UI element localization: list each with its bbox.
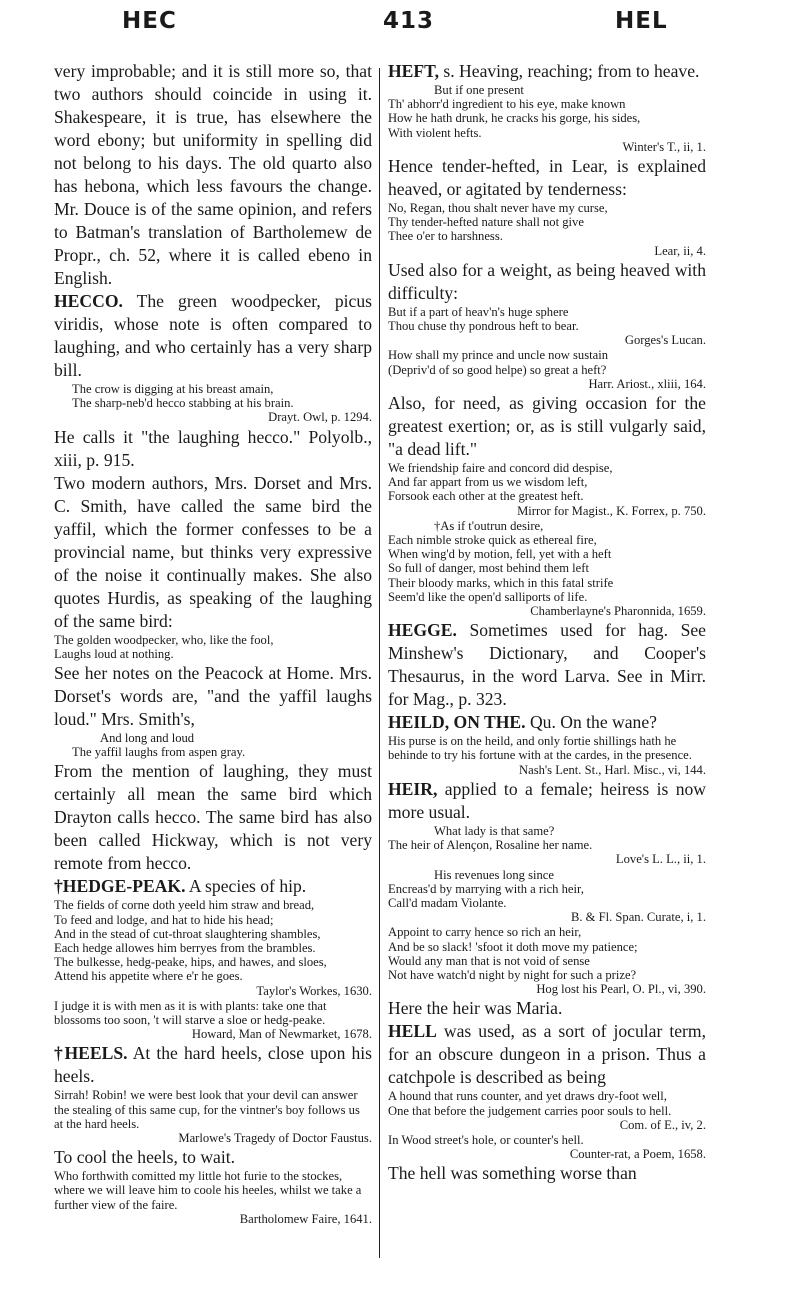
citation: Love's L. L., ii, 1. <box>615 852 706 867</box>
paragraph: To cool the heels, to wait. <box>54 1147 236 1168</box>
quotation: We friendship faire and concord did despise, And far appart from us we wisdom left, Forsook each other at the greatest heft. Mirror for Magist., K. Forrex, p. 750. <box>388 461 706 518</box>
entry-hedge-peak: †HEDGE-PEAK. A species of hip. <box>54 876 307 897</box>
quotation: Who forthwith comitted my little hot furie to the stockes, where we will leave him to coole his heeles, whilst we take a further view of the faire. Bartholomew Faire, 1641. <box>54 1169 372 1226</box>
citation: Marlowe's Tragedy of Doctor Faustus. <box>178 1131 372 1146</box>
headword: HEILD, ON THE. <box>388 712 526 733</box>
headword: HECCO. <box>54 291 123 311</box>
quotation: Sirrah! Robin! we were best look that your devil can answer the stealing of this same cup, for the vintner's boy follows us at the hard heels. Marlowe's Tragedy of Doctor Faustus. <box>54 1088 372 1146</box>
paragraph: Also, for need, as giving occasion for the greatest exertion; or, as is still vulgarly said, "a dead lift." <box>388 393 706 460</box>
quotation: A hound that runs counter, and yet draws dry-foot well, One that before the judgement carries poor souls to hell. Com. of E., iv, 2. <box>388 1089 706 1132</box>
quotation: No, Regan, thou shalt never have my curse, Thy tender-hefted nature shall not give Thee o'er to harshness. Lear, ii, 4. <box>388 201 706 258</box>
header-right-guide-word: HEL <box>615 8 668 34</box>
citation: Chamberlayne's Pharonnida, 1659. <box>530 604 706 619</box>
quotation: I judge it is with men as it is with plants: take one that blossoms too soon, 't will starve a sloe or hedg-peake. Howard, Man of Newmarket, 1678. <box>54 998 372 1042</box>
quotation: But if a part of heav'n's huge sphere Thou chuse thy pondrous heft to bear. Gorges's Lucan. <box>388 304 706 348</box>
entry-hecco: HECCO. The green woodpecker, picus viridis, whose note is often compared to laughing, and who certainly has a very sharp bill. <box>54 291 372 380</box>
entry-heels: †HEELS. At the hard heels, close upon his heels. <box>54 1043 372 1087</box>
citation: Nash's Lent. St., Harl. Misc., vi, 144. <box>519 762 706 777</box>
citation: Winter's T., ii, 1. <box>622 139 706 154</box>
quotation: In Wood street's hole, or counter's hell. Counter-rat, a Poem, 1658. <box>388 1132 706 1162</box>
citation: Harr. Ariost., xliii, 164. <box>588 376 706 391</box>
running-header <box>0 8 801 48</box>
citation: Com. of E., iv, 2. <box>619 1117 706 1132</box>
citation: Taylor's Workes, 1630. <box>256 983 372 998</box>
paragraph: very improbable; and it is still more so, that two authors should coincide in using it. Shakespeare, it is true, has elsewhere the word ebony; but uniformity in spelling did not belong to his days. The old quarto also has hebona, which less favours the change. Mr. Douce is of the same opinion, and refers to Batman's translation of Bartholemew de Propr., ch. 52, where it is called ebeno in English. <box>54 61 372 288</box>
quotation: The fields of corne doth yeeld him straw and bread, To feed and lodge, and hat to hide his head; And in the stead of cut-throat slaughtering shambles, Each hedge allowes him berryes from the brambles. The bulkesse, hedg-peake, hips, and hawes, and sloes, Attend his appetite where e'r he goes. Taylor's Workes, 1630. <box>54 898 372 998</box>
page-number: 413 <box>383 8 435 34</box>
quotation: His purse is on the heild, and only fortie shillings hath he behinde to try his fortune with at the cardes, in the presence. Nash's Lent. St., Harl. Misc., vi, 144. <box>388 734 706 777</box>
quotation: And long and loud The yaffil laughs from aspen gray. <box>72 731 246 760</box>
citation: Howard, Man of Newmarket, 1678. <box>191 1027 372 1042</box>
quotation: But if one present Th' abhorr'd ingredient to his eye, make known How he hath drunk, he cracks his gorge, his sides, With violent hefts. Winter's T., ii, 1. <box>388 83 706 154</box>
headword: HELL <box>388 1021 437 1042</box>
paragraph: From the mention of laughing, they must certainly all mean the same bird which Drayton calls hecco. The same bird has also been called Hickway, which is not very remote from hecco. <box>54 761 372 874</box>
citation: Gorges's Lucan. <box>624 333 706 348</box>
headword: HEIR, <box>388 778 438 799</box>
citation: Bartholomew Faire, 1641. <box>239 1211 372 1226</box>
citation: B. & Fl. Span. Curate, i, 1. <box>570 910 706 925</box>
quotation: His revenues long since Encreas'd by marrying with a rich heir, Call'd madam Violante. B. & Fl. Span. Curate, i, 1. <box>388 867 706 925</box>
paragraph: He calls it "the laughing hecco." Polyolb., xiii, p. 915. <box>54 426 372 470</box>
paragraph: Here the heir was Maria. <box>388 998 563 1019</box>
quotation: What lady is that same? The heir of Alençon, Rosaline her name. Love's L. L., ii, 1. <box>388 823 706 867</box>
entry-heft: HEFT, s. Heaving, reaching; from to heave. <box>388 61 700 81</box>
citation: Counter-rat, a Poem, 1658. <box>569 1147 706 1162</box>
entry-heild: HEILD, ON THE. Qu. On the wane? <box>388 712 657 733</box>
paragraph: See her notes on the Peacock at Home. Mrs. Dorset's words are, "and the yaffil laughs loud." Mrs. Smith's, <box>54 663 372 730</box>
paragraph: Two modern authors, Mrs. Dorset and Mrs. C. Smith, have called the same bird the yaffil, which the former confesses to be a provincial name, but thinks very expressive of the noise it continually makes. She also quotes Hurdis, as speaking of the laughing of the same bird: <box>54 472 372 631</box>
quotation: Appoint to carry hence so rich an heir, And be so slack! 'sfoot it doth move my patience; Would any man that is not void of sense Not have watch'd night by night for such a prize? Hog lost his Pearl, O. Pl., vi, 390. <box>388 925 706 997</box>
headword: †HEDGE-PEAK. <box>54 876 186 897</box>
paragraph: Used also for a weight, as being heaved with difficulty: <box>388 259 706 303</box>
quotation: How shall my prince and uncle now sustain (Depriv'd of so good helpe) so great a heft? Harr. Ariost., xliii, 164. <box>388 348 706 391</box>
headword: HEFT, <box>388 61 439 81</box>
citation: Mirror for Magist., K. Forrex, p. 750. <box>517 503 706 518</box>
quotation: The golden woodpecker, who, like the fool, Laughs loud at nothing. <box>54 632 274 661</box>
quotation: †As if t'outrun desire, Each nimble stroke quick as ethereal fire, When wing'd by motion, fell, yet with a heft So full of danger, most behind them left Their bloody marks, which in this fatal strife Seem'd like the open'd salliports of life. Chamberlayne's Pharonnida, 1659. <box>388 518 706 619</box>
citation: Drayt. Owl, p. 1294. <box>268 410 372 425</box>
left-column <box>54 60 372 1227</box>
entry-hegge: HEGGE. Sometimes used for hag. See Minshew's Dictionary, and Cooper's Thesaurus, in the word Larva. See in Mirr. for Mag., p. 323. <box>388 620 706 710</box>
entry-hell: HELL was used, as a sort of jocular term, for an obscure dungeon in a prison. Thus a catchpole is described as being <box>388 1021 706 1088</box>
paragraph: Hence tender-hefted, in Lear, is explained heaved, or agitated by tenderness: <box>388 156 706 200</box>
paragraph: The hell was something worse than <box>388 1163 637 1184</box>
citation: Lear, ii, 4. <box>654 243 706 258</box>
column-divider <box>379 68 380 1258</box>
quotation: The crow is digging at his breast amain, The sharp-neb'd hecco stabbing at his brain. Drayt. Owl, p. 1294. <box>54 382 372 425</box>
right-column <box>388 60 706 1185</box>
entry-heir: HEIR, applied to a female; heiress is now more usual. <box>388 778 706 822</box>
citation: Hog lost his Pearl, O. Pl., vi, 390. <box>536 982 706 997</box>
headword: HEGGE. <box>388 620 457 641</box>
headword: †HEELS. <box>54 1043 128 1064</box>
header-left-guide-word: HEC <box>122 8 177 34</box>
